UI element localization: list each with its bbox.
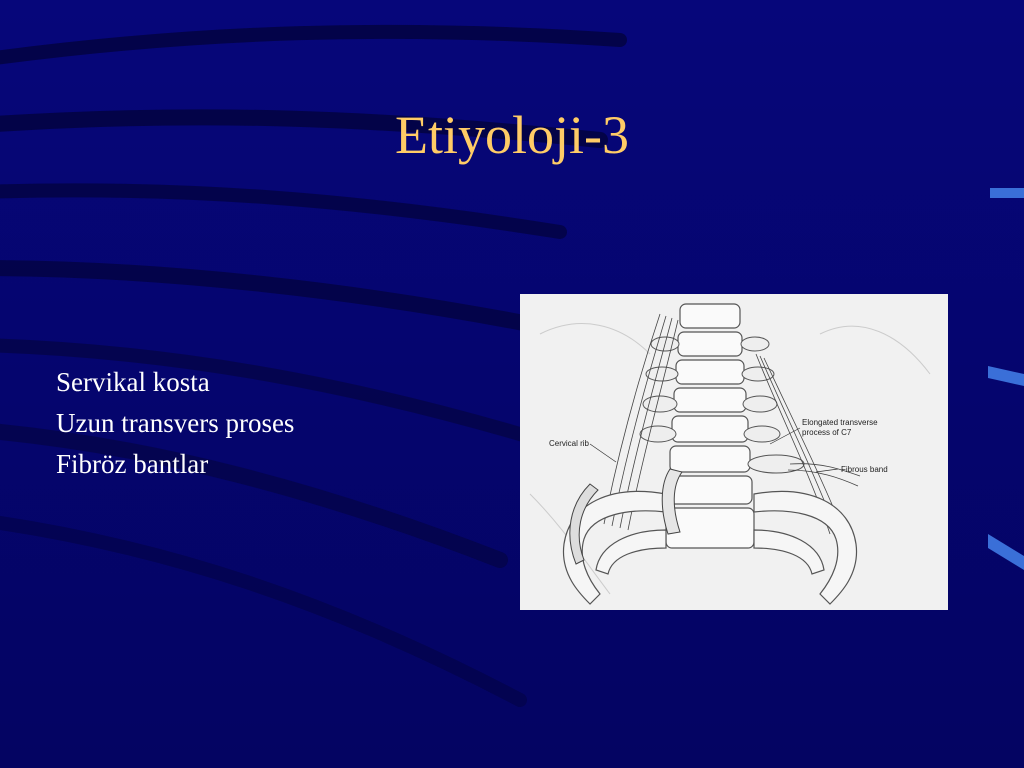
label-cervical-rib: Cervical rib xyxy=(549,439,590,448)
bullet-item-transverse-process: Uzun transvers proses xyxy=(56,408,295,438)
accent-bar-top xyxy=(990,188,1024,198)
bullet-list xyxy=(56,362,294,485)
label-fibrous-band: Fibrous band xyxy=(841,465,888,474)
anatomy-illustration xyxy=(520,294,948,610)
bullet-item-fibrous-bands: Fibröz bantlar xyxy=(56,449,209,479)
slide-title: Etiyoloji-3 xyxy=(395,105,629,165)
label-elongated-process-line1: Elongated transverse xyxy=(802,418,878,427)
cervical-spine-drawing xyxy=(520,294,948,610)
label-elongated-process-line2: process of C7 xyxy=(802,428,852,437)
bullet-item-cervical-rib: Servikal kosta xyxy=(56,367,210,397)
